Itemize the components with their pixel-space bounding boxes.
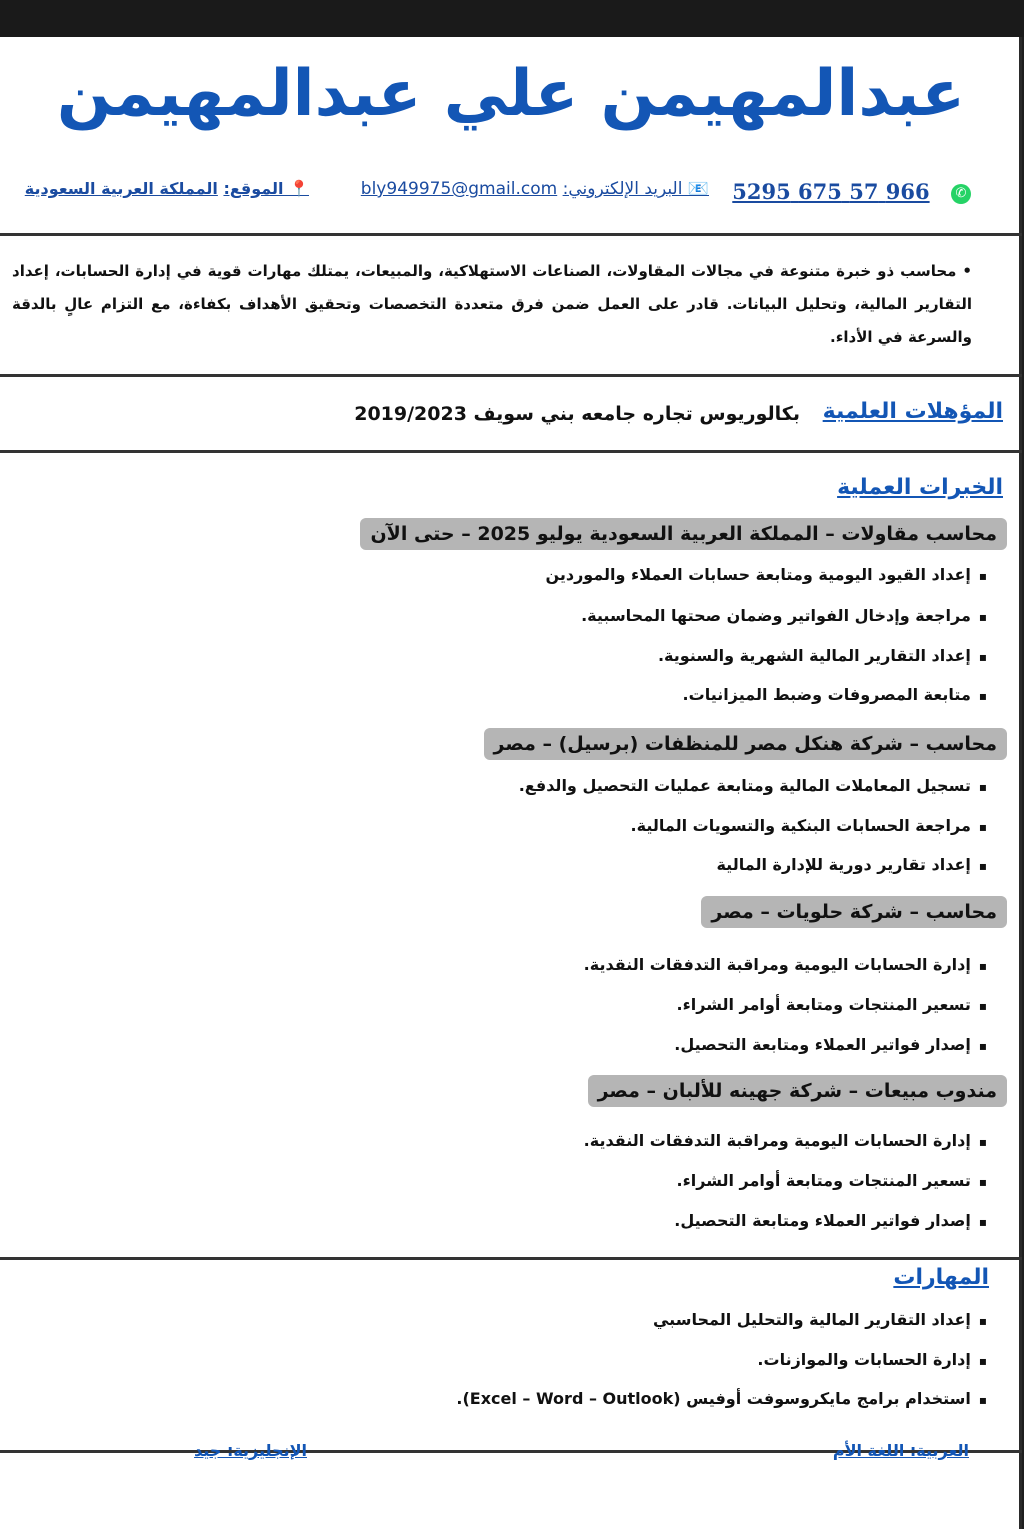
job-title: محاسب مقاولات – المملكة العربية السعودية يوليو 2025 – حتى الآن	[360, 518, 1007, 550]
list-item: ▪ إدارة الحسابات اليومية ومراقبة التدفقات النقدية.	[584, 955, 987, 974]
whatsapp-icon: ✆	[951, 184, 971, 204]
list-item: ▪ إعداد القيود اليومية ومتابعة حسابات العملاء والموردين	[545, 565, 987, 584]
divider	[0, 233, 1022, 236]
phone-contact[interactable]	[732, 179, 971, 204]
email-label: 📧 البريد الإلكتروني:	[562, 179, 709, 199]
location-value: المملكة العربية السعودية	[24, 179, 218, 198]
professional-summary: • محاسب ذو خبرة متنوعة في مجالات المقاولات، الصناعات الاستهلاكية، والمبيعات، يمتلك مهارات قوية في إدارة الحسابات، إعداد التقارير المالية، وتحليل البيانات. قادر على العمل ضمن فرق متعددة التخصصات وتحقيق الأهداف بكفاءة، مع التزام عالٍ بالدقة والسرعة في الأداء.	[12, 262, 972, 346]
phone-number[interactable]: 966 57 675 5295	[732, 179, 930, 204]
qualifications-title: المؤهلات العلمية	[822, 399, 1003, 424]
candidate-name: عبدالمهيمن علي عبدالمهيمن	[56, 57, 966, 131]
divider	[0, 374, 1022, 377]
divider	[0, 1257, 1022, 1260]
language-english: الإنجليزية: جيد	[194, 1441, 307, 1460]
list-item: ▪ متابعة المصروفات وضبط الميزانيات.	[683, 685, 987, 704]
skills-title: المهارات	[893, 1265, 989, 1290]
list-item: ▪ تسجيل المعاملات المالية ومتابعة عمليات التحصيل والدفع.	[519, 776, 987, 795]
qualification-value: بكالوريوس تجاره جامعه بني سويف 2019/2023	[354, 403, 800, 425]
job-title: محاسب – شركة هنكل مصر للمنظفات (برسيل) – مصر	[484, 728, 1007, 760]
email-link[interactable]: bly949975@gmail.com	[360, 179, 558, 199]
list-item: ▪ إدارة الحسابات اليومية ومراقبة التدفقات النقدية.	[584, 1131, 987, 1150]
list-item: ▪ إعداد التقارير المالية والتحليل المحاسبي	[653, 1310, 987, 1329]
job-title: مندوب مبيعات – شركة جهينه للألبان – مصر	[588, 1075, 1007, 1107]
window-top-bar	[0, 0, 1024, 37]
list-item: ▪ إصدار فواتير العملاء ومتابعة التحصيل.	[674, 1035, 987, 1054]
list-item: ▪ إعداد تقارير دورية للإدارة المالية	[716, 855, 987, 874]
list-item: ▪ إعداد التقارير المالية الشهرية والسنوية.	[658, 646, 987, 665]
language-arabic: العربية: اللغة الأم	[832, 1441, 969, 1460]
location-label: 📍 الموقع:	[223, 179, 309, 198]
experience-title: الخبرات العملية	[837, 475, 1003, 500]
list-item: ▪ استخدام برامج مايكروسوفت أوفيس (Excel – Word – Outlook).	[456, 1389, 987, 1408]
divider	[0, 450, 1022, 453]
list-item: ▪ إدارة الحسابات والموازنات.	[757, 1350, 987, 1369]
list-item: ▪ تسعير المنتجات ومتابعة أوامر الشراء.	[677, 1171, 988, 1190]
list-item: ▪ مراجعة الحسابات البنكية والتسويات المالية.	[631, 816, 987, 835]
email-contact[interactable]	[361, 179, 709, 199]
list-item: ▪ إصدار فواتير العملاء ومتابعة التحصيل.	[674, 1211, 987, 1230]
job-title: محاسب – شركة حلويات – مصر	[701, 896, 1007, 928]
location-contact	[25, 179, 309, 198]
resume-page	[0, 37, 1022, 1529]
list-item: ▪ تسعير المنتجات ومتابعة أوامر الشراء.	[677, 995, 988, 1014]
list-item: ▪ مراجعة وإدخال الفواتير وضمان صحتها المحاسبية.	[581, 606, 987, 625]
